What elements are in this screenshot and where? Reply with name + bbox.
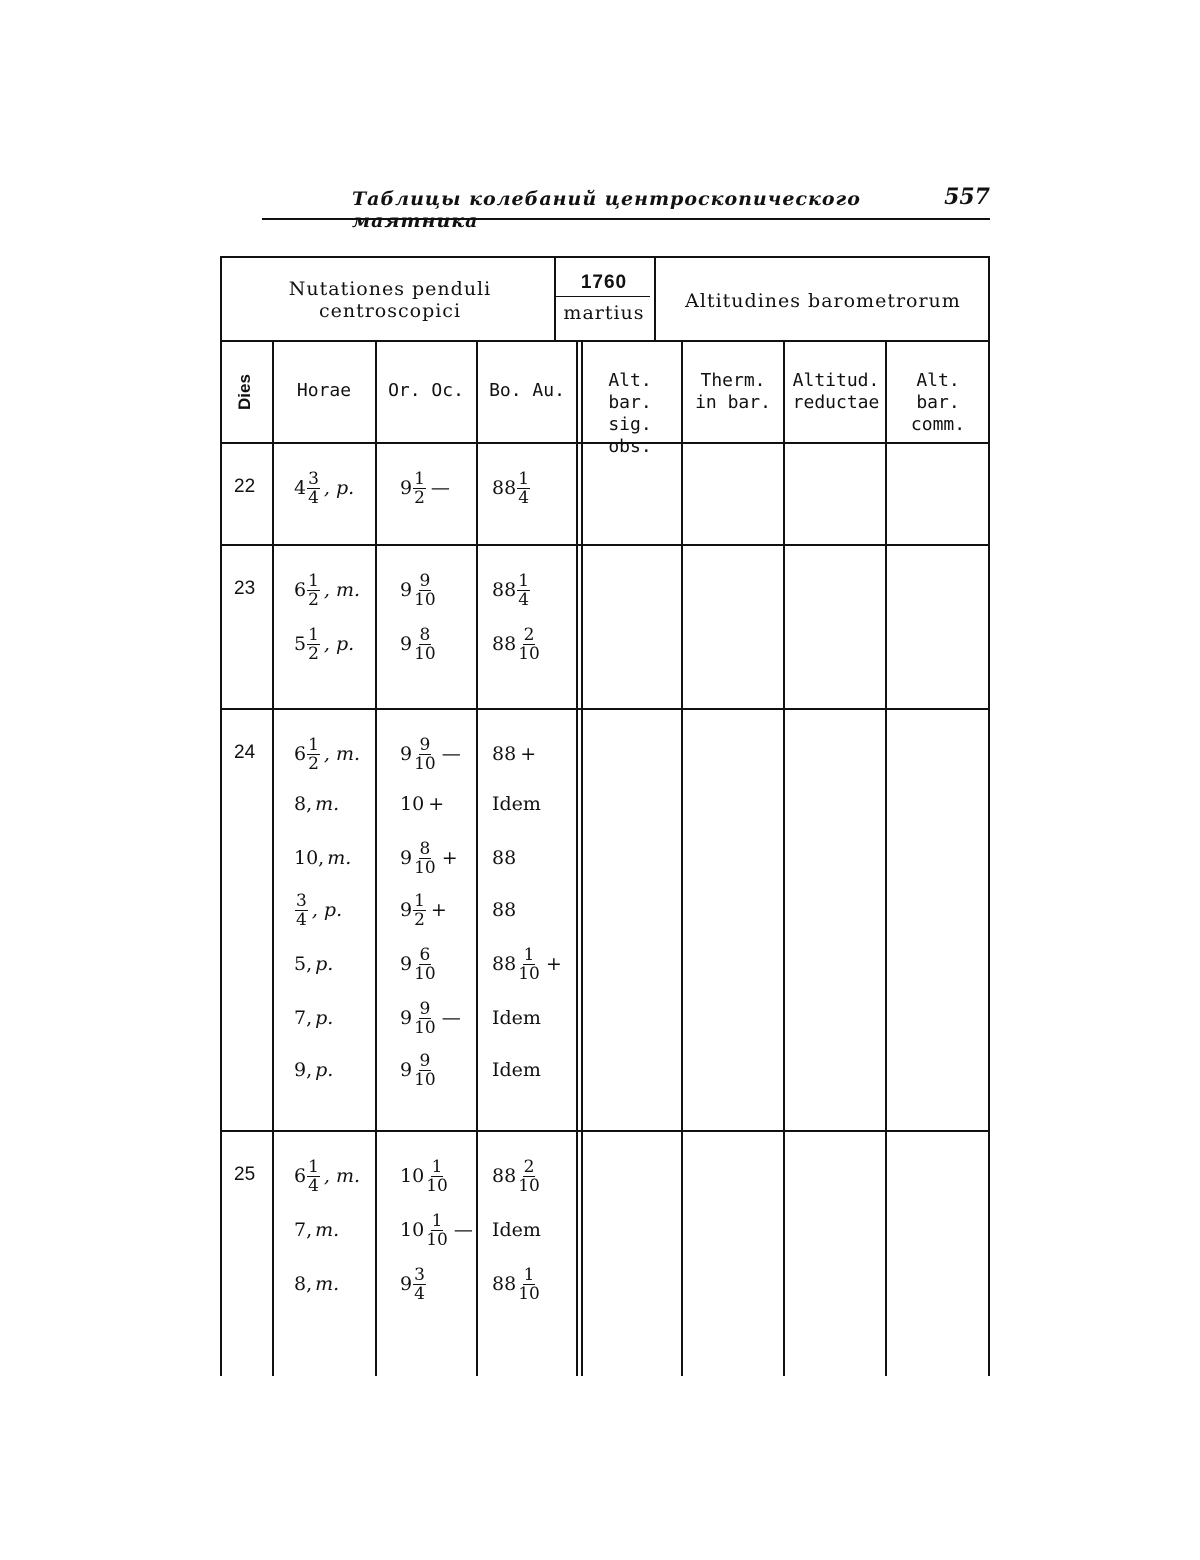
fraction — [413, 470, 426, 507]
value-whole: Idem — [492, 1059, 541, 1081]
value-whole: 10 — [400, 1165, 425, 1187]
group-left-title: Nutationes penduli centroscopici — [288, 278, 492, 322]
value-whole: 5 — [294, 633, 307, 655]
or-oc-cell — [400, 784, 474, 824]
fraction-numerator: 1 — [523, 944, 535, 965]
bo-au-cell — [492, 784, 578, 824]
fraction — [413, 1000, 437, 1037]
time-suffix: , m. — [323, 1165, 361, 1187]
sign-mark: + — [428, 793, 445, 815]
or-oc-cell — [400, 468, 474, 508]
bo-au-cell — [492, 838, 578, 878]
fraction — [413, 1266, 426, 1303]
or-oc-cell — [400, 1264, 474, 1304]
value-whole: 7, — [294, 1007, 313, 1029]
value-whole: 6 — [294, 1165, 307, 1187]
observation-table — [220, 256, 990, 1376]
bo-au-rule-b — [581, 340, 583, 1376]
fraction-numerator: 1 — [308, 734, 319, 755]
horae-cell — [294, 1210, 374, 1250]
table-top-rule — [220, 256, 990, 258]
time-suffix: p. — [315, 1007, 334, 1029]
sign-mark: + — [441, 847, 458, 869]
sign-mark: + — [430, 899, 447, 921]
fraction-denominator: 4 — [296, 909, 307, 930]
value-whole: 9 — [400, 633, 413, 655]
fraction — [413, 1052, 437, 1089]
value-whole: 4 — [294, 477, 307, 499]
horae-cell — [294, 838, 374, 878]
fraction — [413, 572, 437, 609]
fraction-denominator: 2 — [308, 643, 319, 664]
day-number: 24 — [234, 742, 256, 763]
fraction — [413, 840, 437, 877]
fraction-numerator: 3 — [414, 1264, 425, 1285]
fraction — [413, 736, 437, 773]
fraction — [425, 1212, 449, 1249]
table-right-rule — [988, 256, 990, 1376]
time-suffix: p. — [315, 953, 334, 975]
fraction — [425, 1158, 449, 1195]
fraction-numerator: 9 — [419, 570, 431, 591]
fraction-denominator: 10 — [414, 1017, 436, 1038]
column-header-therm-in-bar: Therm. in bar. — [695, 370, 771, 413]
fraction — [413, 946, 437, 983]
fraction-numerator: 1 — [518, 570, 530, 591]
value-whole: 7, — [294, 1219, 313, 1241]
fraction-denominator: 10 — [518, 1175, 540, 1196]
fraction-denominator: 10 — [414, 857, 436, 878]
year-label: 1760 — [580, 272, 628, 293]
value-whole: 9 — [400, 847, 413, 869]
bo-au-cell — [492, 890, 578, 930]
or-oc-rule — [476, 340, 478, 1376]
fraction-denominator: 10 — [414, 1069, 436, 1090]
horae-cell — [294, 1156, 374, 1196]
fraction-denominator: 2 — [308, 589, 319, 610]
value-whole: 88 — [492, 579, 517, 601]
value-whole: 88 — [492, 633, 517, 655]
sign-mark: — — [441, 743, 461, 765]
or-oc-cell — [400, 998, 474, 1038]
horae-cell — [294, 468, 374, 508]
bo-au-cell — [492, 998, 578, 1038]
fraction — [295, 892, 308, 929]
value-whole: 10, — [294, 847, 325, 869]
column-header-alt-bar-sig-obs: Alt. bar. sig. obs. — [608, 370, 652, 457]
time-suffix: p. — [315, 1059, 334, 1081]
bo-au-cell — [492, 1210, 578, 1250]
day-separator-22 — [220, 544, 990, 546]
bo-au-cell — [492, 1264, 578, 1304]
value-whole: Idem — [492, 793, 541, 815]
fraction-denominator: 4 — [518, 487, 530, 508]
fraction-numerator: 2 — [523, 624, 535, 645]
horae-cell — [294, 1050, 374, 1090]
fraction-numerator: 1 — [308, 624, 319, 645]
fraction-numerator: 1 — [431, 1156, 443, 1177]
value-whole: Idem — [492, 1219, 541, 1241]
fraction — [307, 736, 320, 773]
fraction-denominator: 2 — [308, 753, 319, 774]
fraction — [517, 626, 541, 663]
or-oc-cell — [400, 838, 474, 878]
time-suffix: m. — [315, 1273, 340, 1295]
dies-rule — [272, 340, 274, 1376]
value-whole: 8, — [294, 1273, 313, 1295]
fraction-numerator: 1 — [308, 1156, 319, 1177]
value-whole: 88 — [492, 743, 517, 765]
fraction — [413, 626, 437, 663]
fraction-denominator: 2 — [414, 909, 425, 930]
sign-mark: — — [430, 477, 450, 499]
sign-mark: + — [520, 743, 537, 765]
fraction-denominator: 10 — [518, 1283, 540, 1304]
fraction-numerator: 6 — [419, 944, 431, 965]
or-oc-cell — [400, 570, 474, 610]
fraction — [307, 626, 320, 663]
fraction-numerator: 9 — [419, 1050, 431, 1071]
fraction-denominator: 10 — [414, 753, 436, 774]
value-whole: 88 — [492, 1165, 517, 1187]
fraction-numerator: 3 — [296, 890, 307, 911]
column-header-or-oc: Or. Oc. — [388, 380, 464, 401]
fraction-denominator: 10 — [426, 1229, 448, 1250]
year-right-rule — [654, 256, 656, 340]
value-whole: 8, — [294, 793, 313, 815]
fraction-numerator: 3 — [308, 468, 319, 489]
or-oc-cell — [400, 1050, 474, 1090]
time-suffix: m. — [327, 847, 352, 869]
sign-mark: — — [441, 1007, 461, 1029]
fraction — [517, 946, 541, 983]
value-whole: 9 — [400, 1273, 413, 1295]
value-whole: 9 — [400, 899, 413, 921]
sign-mark: + — [545, 953, 562, 975]
column-header-dies: Dies — [235, 374, 254, 410]
table-left-rule — [220, 256, 222, 1376]
fraction-denominator: 4 — [518, 589, 530, 610]
bo-au-cell — [492, 570, 578, 610]
fraction — [517, 1158, 541, 1195]
value-whole: 88 — [492, 847, 517, 869]
time-suffix: m. — [315, 793, 340, 815]
horae-cell — [294, 624, 374, 664]
bo-au-cell — [492, 1156, 578, 1196]
fraction-numerator: 1 — [523, 1264, 535, 1285]
fraction — [517, 470, 530, 507]
value-whole: 9, — [294, 1059, 313, 1081]
alt-bar-rule — [681, 340, 683, 1376]
horae-cell — [294, 784, 374, 824]
value-whole: 9 — [400, 1059, 413, 1081]
fraction — [307, 572, 320, 609]
fraction — [517, 1266, 541, 1303]
fraction — [413, 892, 426, 929]
bo-au-cell — [492, 734, 578, 774]
value-whole: 6 — [294, 743, 307, 765]
therm-rule — [783, 340, 785, 1376]
value-whole: 9 — [400, 579, 413, 601]
horae-cell — [294, 944, 374, 984]
value-whole: 10 — [400, 1219, 425, 1241]
horae-cell — [294, 998, 374, 1038]
value-whole: 88 — [492, 953, 517, 975]
or-oc-cell — [400, 1210, 474, 1250]
page-number: 557 — [944, 184, 990, 210]
sign-mark: — — [453, 1219, 473, 1241]
value-whole: 88 — [492, 1273, 517, 1295]
year-left-rule — [554, 256, 556, 340]
fraction-numerator: 1 — [414, 468, 425, 489]
horae-rule — [375, 340, 377, 1376]
group-right-title: Altitudines barometrorum — [685, 290, 961, 312]
day-number: 25 — [234, 1164, 256, 1185]
horae-cell — [294, 734, 374, 774]
fraction — [517, 572, 530, 609]
time-suffix: , m. — [323, 579, 361, 601]
running-title: Таблицы колебаний центроскопического маятника — [352, 188, 861, 232]
fraction-denominator: 4 — [308, 487, 319, 508]
day-number: 22 — [234, 476, 256, 497]
or-oc-cell — [400, 624, 474, 664]
time-suffix: , m. — [323, 743, 361, 765]
fraction-numerator: 1 — [308, 570, 319, 591]
value-whole: 9 — [400, 953, 413, 975]
fraction-numerator: 9 — [419, 998, 431, 1019]
value-whole: 9 — [400, 1007, 413, 1029]
fraction-denominator: 10 — [414, 589, 436, 610]
fraction-numerator: 1 — [518, 468, 530, 489]
column-header-horae: Horae — [296, 380, 352, 401]
value-whole: 9 — [400, 477, 413, 499]
horae-cell — [294, 890, 374, 930]
or-oc-cell — [400, 944, 474, 984]
value-whole: 88 — [492, 899, 517, 921]
or-oc-cell — [400, 1156, 474, 1196]
value-whole: 9 — [400, 743, 413, 765]
fraction-numerator: 2 — [523, 1156, 535, 1177]
or-oc-cell — [400, 734, 474, 774]
fraction — [307, 1158, 320, 1195]
header-rule — [220, 340, 990, 342]
fraction-denominator: 10 — [414, 963, 436, 984]
value-whole: 5, — [294, 953, 313, 975]
fraction-denominator: 4 — [308, 1175, 319, 1196]
value-whole: 6 — [294, 579, 307, 601]
fraction-numerator: 1 — [431, 1210, 443, 1231]
fraction-denominator: 4 — [414, 1283, 425, 1304]
column-header-bo-au: Bo. Au. — [489, 380, 565, 401]
bo-au-cell — [492, 944, 578, 984]
column-header-alt-bar-comm: Alt. bar. comm. — [910, 370, 966, 435]
bo-au-cell — [492, 468, 578, 508]
fraction-denominator: 10 — [414, 643, 436, 664]
column-header-altitud-reductae: Altitud. reductae — [792, 370, 880, 413]
horae-cell — [294, 1264, 374, 1304]
time-suffix: , p. — [323, 633, 355, 655]
bo-au-cell — [492, 624, 578, 664]
fraction-denominator: 2 — [414, 487, 425, 508]
fraction-denominator: 10 — [518, 643, 540, 664]
fraction-denominator: 10 — [518, 963, 540, 984]
running-head — [262, 182, 990, 232]
month-label: martius — [563, 302, 645, 324]
time-suffix: , p. — [311, 899, 343, 921]
day-number: 23 — [234, 578, 256, 599]
or-oc-cell — [400, 890, 474, 930]
fraction-numerator: 8 — [419, 838, 431, 859]
fraction-numerator: 8 — [419, 624, 431, 645]
bo-au-cell — [492, 1050, 578, 1090]
value-whole: 88 — [492, 477, 517, 499]
year-month-rule — [556, 296, 650, 297]
value-whole: 10 — [400, 793, 425, 815]
altitud-rule — [885, 340, 887, 1376]
value-whole: Idem — [492, 1007, 541, 1029]
fraction — [307, 470, 320, 507]
horae-cell — [294, 570, 374, 610]
fraction-denominator: 10 — [426, 1175, 448, 1196]
day-separator-24 — [220, 1130, 990, 1132]
time-suffix: m. — [315, 1219, 340, 1241]
time-suffix: , p. — [323, 477, 355, 499]
fraction-numerator: 1 — [414, 890, 425, 911]
day-separator-23 — [220, 708, 990, 710]
fraction-numerator: 9 — [419, 734, 431, 755]
